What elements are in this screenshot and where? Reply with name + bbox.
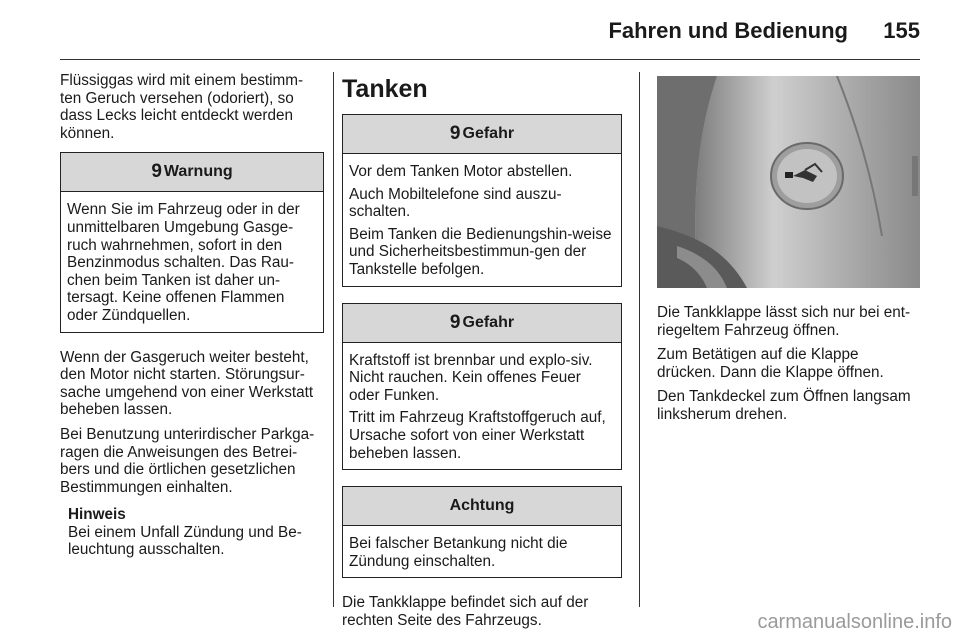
column-divider-1 — [333, 72, 334, 607]
section-title: Tanken — [342, 75, 428, 103]
danger-box-1-header — [343, 115, 621, 154]
column-right — [657, 72, 920, 431]
note-block — [60, 506, 324, 559]
danger-2-text-2: Tritt im Fahrzeug Kraftstoffgeruch auf, Ursache sofort von einer Werkstatt beheben lassen. — [349, 409, 606, 462]
press-flap-paragraph: Zum Betätigen auf die Klappe drücken. Dann die Klappe öffnen. — [657, 346, 884, 381]
caution-text: Bei falscher Betankung nicht die Zündung einschalten. — [349, 535, 568, 570]
garage-paragraph: Bei Benutzung unterirdischer Parkga-ragen die Anweisungen des Betrei-bers und die örtlichen gesetzlichen Bestimmungen einhalten. — [60, 425, 315, 496]
danger-1-text-1: Vor dem Tanken Motor abstellen. — [349, 163, 573, 180]
caution-box — [342, 486, 622, 578]
warning-box-header — [61, 153, 323, 192]
danger-1-text-2: Auch Mobiltelefone sind auszu-schalten. — [349, 185, 562, 221]
danger-box-1-body — [343, 154, 621, 286]
page-number: 155 — [883, 18, 920, 43]
warning-box-body — [61, 192, 323, 331]
warning-title: Warnung — [163, 163, 233, 181]
caution-box-header — [343, 487, 621, 526]
danger-2-title: Gefahr — [462, 313, 515, 331]
danger-1-text-3: Beim Tanken die Bedienungshin-weise und Sicherheitsbestimmun-gen der Tankstelle befolgen. — [349, 225, 612, 278]
warning-triangle-icon: 9 — [449, 311, 461, 333]
danger-box-1 — [342, 114, 622, 287]
caution-title: Achtung — [449, 497, 515, 515]
flap-location-paragraph: Die Tankklappe befindet sich auf der rechten Seite des Fahrzeugs. — [342, 594, 589, 629]
column-left — [60, 72, 324, 559]
column-middle — [342, 72, 622, 637]
warning-triangle-icon: 9 — [151, 161, 162, 183]
danger-box-2-header — [343, 304, 621, 343]
intro-paragraph: Flüssiggas wird mit einem bestimm-ten Geruch versehen (odoriert), so dass Lecks leicht entdeckt werden können. — [60, 72, 304, 142]
fuel-flap-photo — [657, 76, 920, 288]
column-divider-2 — [639, 72, 640, 607]
warning-triangle-icon: 9 — [449, 123, 461, 144]
danger-1-title: Gefahr — [462, 125, 515, 142]
note-text: Bei einem Unfall Zündung und Be-leuchtung ausschalten. — [68, 523, 302, 559]
page-header — [0, 0, 960, 62]
warning-text: Wenn Sie im Fahrzeug oder in der unmittelbaren Umgebung Gasge-ruch wahrnehmen, sofort in den Benzinmodus schalten. Das Rau-chen beim Tanken ist daher un-tersagt. Keine offenen Flammen oder Zündquellen. — [67, 201, 300, 324]
watermark: carmanualsonline.info — [757, 611, 952, 633]
caution-box-body — [343, 526, 621, 577]
page-title: Fahren und Bedienung — [608, 18, 848, 43]
turn-cap-paragraph: Den Tankdeckel zum Öffnen langsam linksherum drehen. — [657, 388, 911, 423]
danger-box-2 — [342, 303, 622, 471]
unlock-paragraph: Die Tankklappe lässt sich nur bei ent-riegeltem Fahrzeug öffnen. — [657, 304, 911, 339]
gas-smell-paragraph: Wenn der Gasgeruch weiter besteht, den Motor nicht starten. Störungsur-sache umgehend von einer Werkstatt beheben lassen. — [60, 348, 314, 419]
note-label: Hinweis — [68, 506, 126, 524]
danger-2-text-1: Kraftstoff ist brennbar und explo-siv. Nicht rauchen. Kein offenes Feuer oder Funken. — [349, 351, 593, 404]
danger-box-2-body — [343, 343, 621, 470]
header-divider — [60, 59, 920, 60]
warning-box — [60, 152, 324, 332]
